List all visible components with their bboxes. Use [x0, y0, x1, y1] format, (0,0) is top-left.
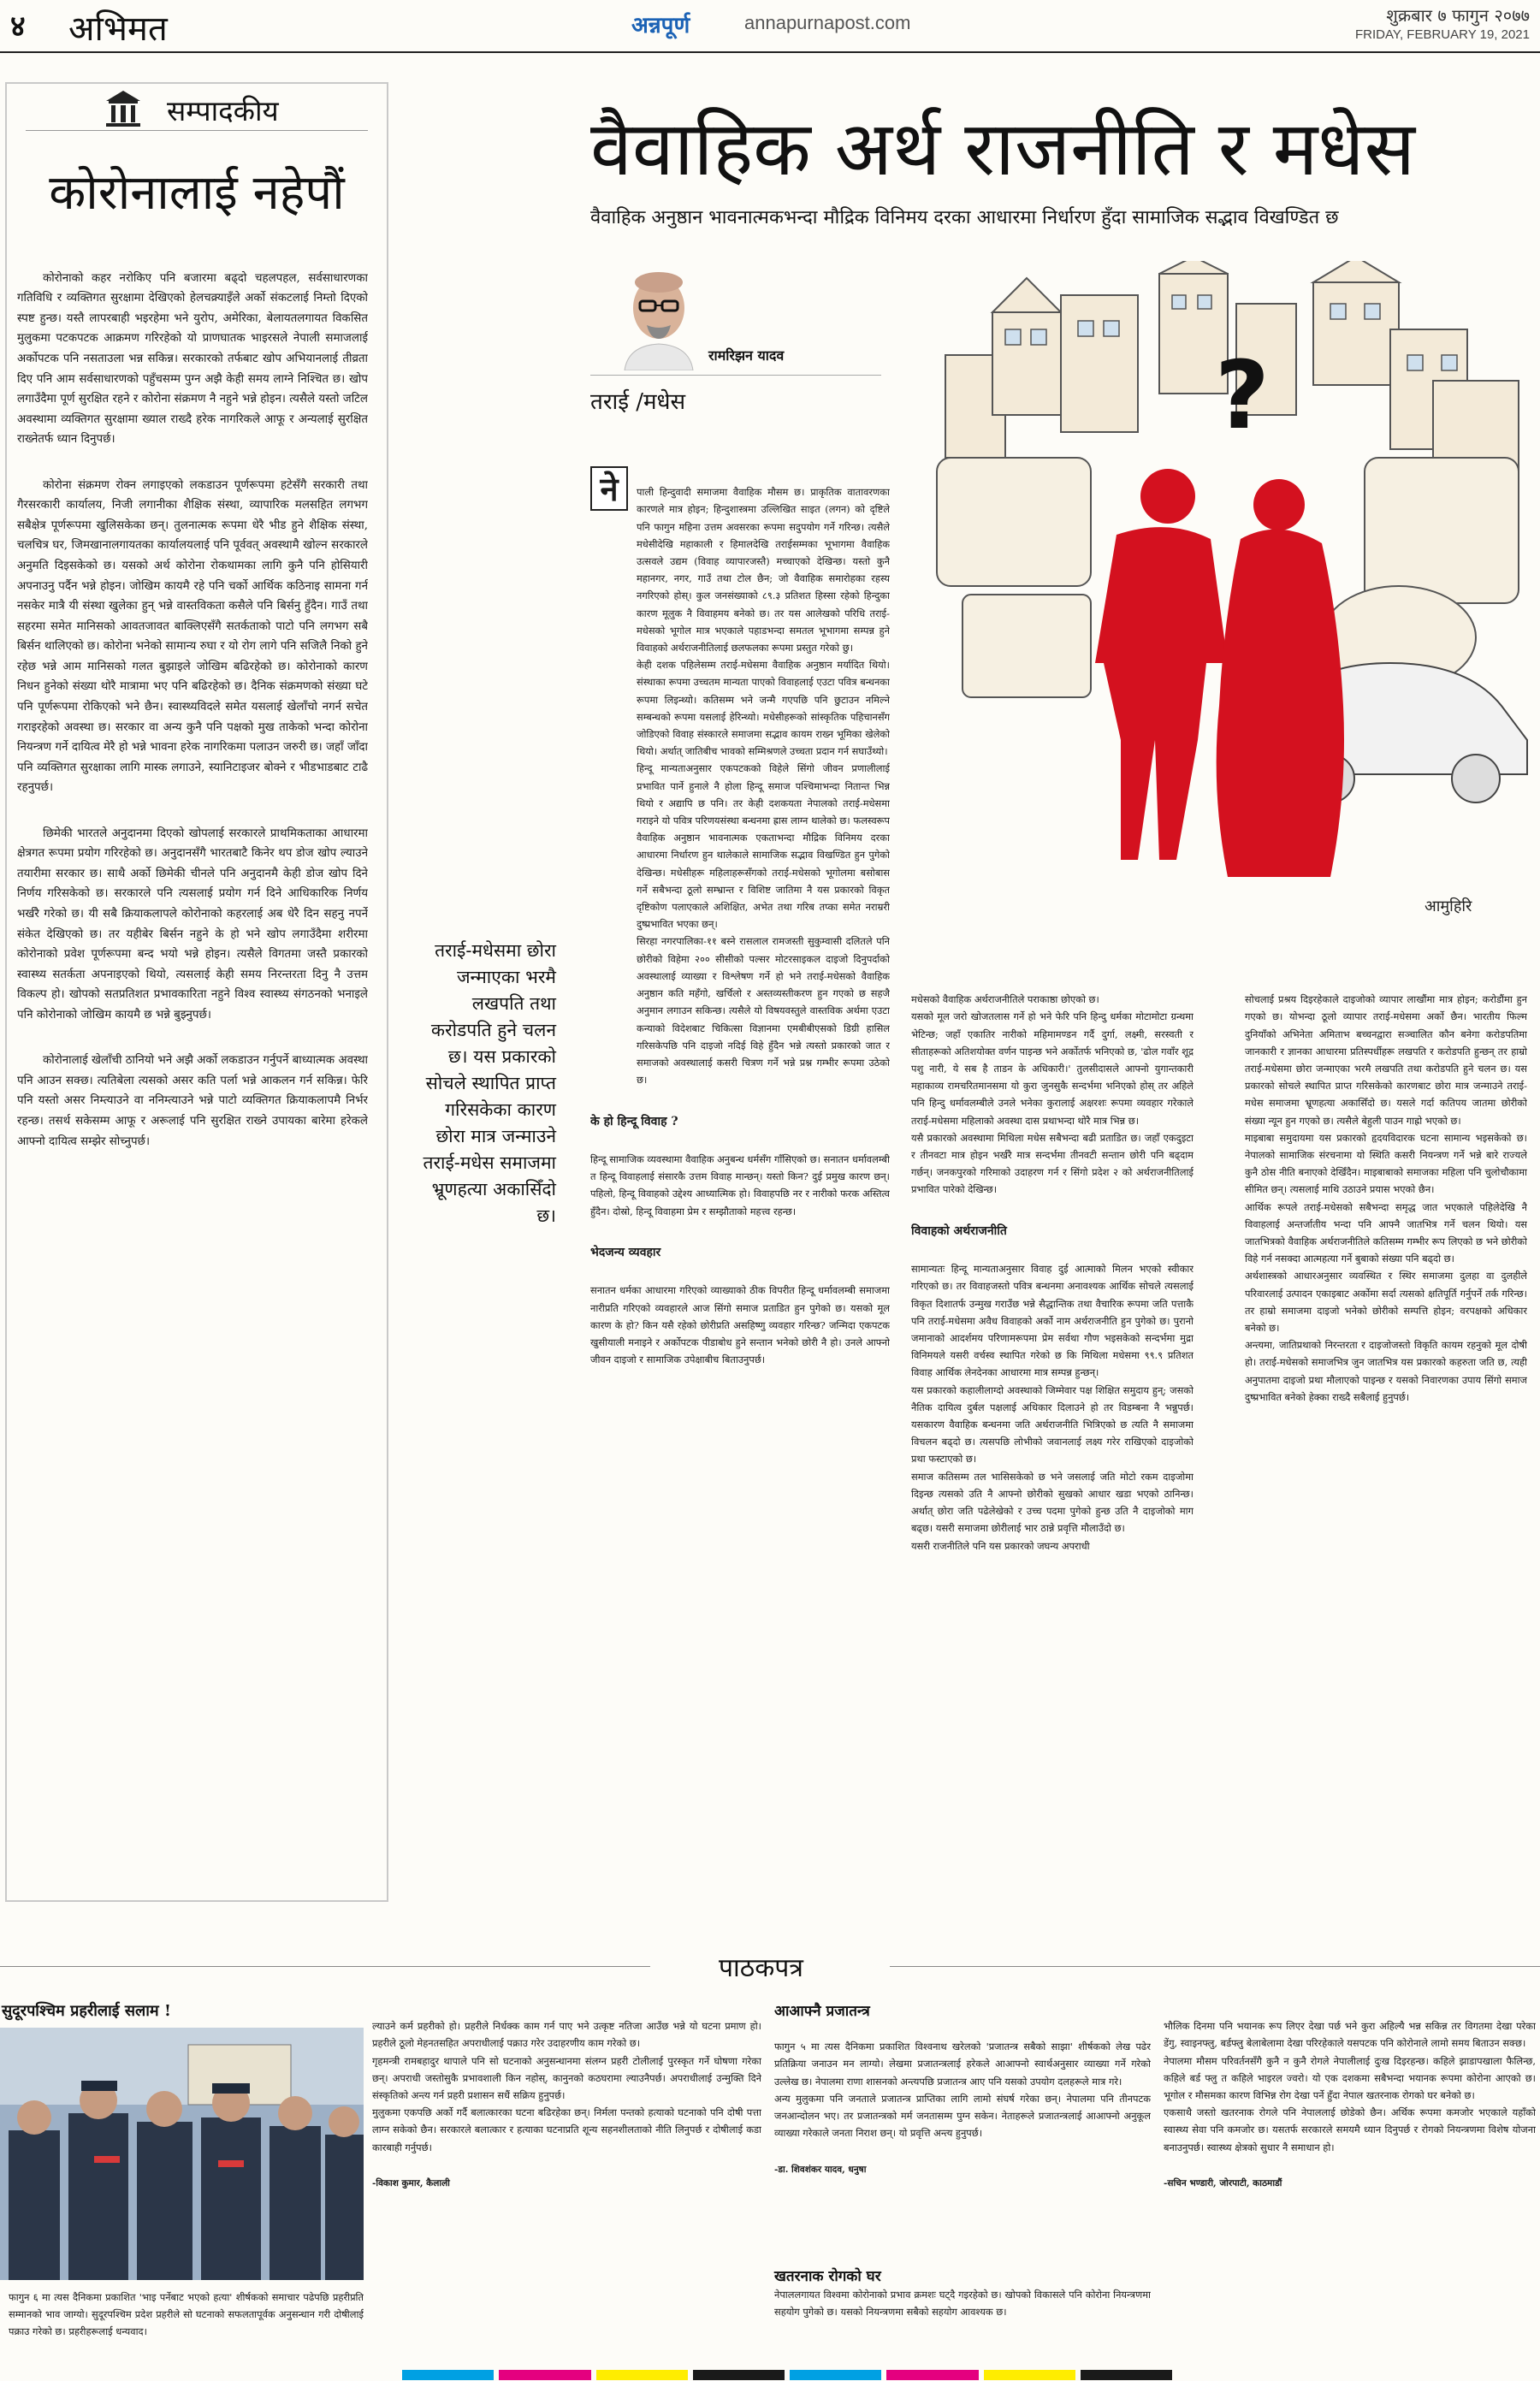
color-mark [499, 2370, 590, 2380]
temple-icon [101, 89, 145, 128]
author-name: रामरिझन यादव [708, 347, 785, 364]
article-subhead: के हो हिन्दू विवाह ? [590, 1114, 678, 1128]
byline-divider [590, 375, 881, 376]
illustration-signature: आमुहिरि [1424, 897, 1472, 915]
readers-divider-right [890, 1966, 1540, 1967]
letter-body: फागुन ६ मा त्यस दैनिकमा प्रकाशित 'भाइ पर्नेबाट भएको हत्या' शीर्षकको समाचार पढेपछि प्रहरीप्रति सम्मानको भाव जाग्यो। सुदूरपश्चिम प्रदेश प्रहरीले सो घटनाको सफलतापूर्वक अनुसन्धान गरी दोषीलाई पक्राउ गरेको छ। प्रहरीहरूलाई धन्यवाद। [9, 2291, 364, 2338]
svg-text:?: ? [1215, 341, 1270, 450]
article-deck: वैवाहिक अनुष्ठान भावनात्मकभन्दा मौद्रिक विनिमय दरका आधारमा निर्धारण हुँदा सामाजिक सद्भाव विखण्डित छ [590, 207, 1339, 228]
article-illustration [911, 261, 1540, 937]
author-photo [616, 264, 702, 370]
letter-body [774, 2021, 1151, 2252]
color-mark [693, 2370, 785, 2380]
letter-title: खतरनाक रोगको घर [774, 2268, 881, 2285]
date-english: FRIDAY, FEBRUARY 19, 2021 [1355, 27, 1530, 42]
article-paragraph: सामान्यतः हिन्दू मान्यताअनुसार विवाह दुई आत्माको मिलन भएको स्वीकार गरिएको छ। तर विवाहजस्तो पवित्र बन्धनमा अनावश्यक आर्थिक सोचले त्यसलाई विकृत दिशातर्फ उन्मुख गराउँछ भन्ने सैद्धान्तिक तथा वैचारिक रूपमा जति पत्ताकै पनि तराई-मधेसमा अवैध विवाहको अर्को नाम अर्थराजनीति हुन पुगेको छ। पुरानो जमानाको आदर्शमय परिणामरूपमा प्रेम सर्वथा गौण भइसकेको सन्दर्भमा मुद्रा विनिमयले यसरी वर्चस्व स्थापित गरेको छ कि मिथिला मधेसमा ९९.९ प्रतिशत विवाह आर्थिक लेनदेनका आधारमा मात्र सम्पन्न हुन्छन्। यस प्रकारको कहालीलाग्दो अवस्थाको जिम्मेवार पक्ष शिक्षित समुदाय हुन्; जसको नैतिक दायित्व दुर्बल पक्षलाई अधिकार दिलाउने हो तर विडम्बना नै भन्नुपर्छ। यसकारण वैवाहिक बन्धनमा जति अर्थराजनीति भित्रिएको छ त्यति नै समाजमा विचलन बढ्दो छ। त्यसपछि लोभीको जवानलाई लक्ष्य गरेर राखिएको दाइजोको प्रथा फस्टाएको छ। समाज कतिसम्म तल भासिसकेको छ भने जसलाई जति मोटो रकम दाइजोमा दिइन्छ त्यसको उति नै आफ्नो छोरीको सुखको आधार खडा भएको ठानिन्छ। अर्थात् छोरा जति पढेलेखेको र उच्च पदमा पुगेको हुन्छ उति नै दाइजोको माग बढ्छ। यसरी समाजमा छोरीलाई भार ठान्ने प्रवृत्ति मौलाउँदो छ। यसरी राजनीतिले पनि यस प्रकारको जघन्य अपराधी [911, 1263, 1194, 1552]
pull-quote: तराई-मधेसमा छोरा जन्माएका भरमै लखपति तथा करोडपति हुने चलन छ। यस प्रकारको सोचले स्थापित प्राप्त गरिसकेका कारण छोरा मात्र जन्माउने तराई-मधेस समाजमा भ्रूणहत्या अकासिँदो छ। [423, 940, 556, 1226]
page-number: ४ [10, 9, 26, 44]
color-mark [886, 2370, 978, 2380]
editorial-divider [26, 130, 368, 131]
article-column-3 [1245, 974, 1527, 1893]
letter-paragraph: ल्याउने कर्म प्रहरीको हो। प्रहरीले निर्धक्क काम गर्न पाए भने उत्कृष्ट नतिजा आउँछ भन्ने यो घटना प्रमाण हो। प्रहरीले ठूलो मेहनतसहित अपराधीलाई पक्राउ गरेर उदाहरणीय काम गरेको छ। गृहमन्त्री रामबहादुर थापाले पनि सो घटनाको अनुसन्धानमा संलग्न प्रहरी टोलीलाई पुरस्कृत गर्ने घोषणा गरेका छन्। अपराधी जस्तोसुकै प्रभावशाली किन नहोस्, कानुनको कठघरामा ल्याउनैपर्छ। अपराधीलाई उन्मुक्ति दिने संस्कृतिको अन्त्य गर्न प्रहरी प्रशासन सधैं सक्रिय हुनुपर्छ। मुलुकमा एकपछि अर्को गर्दै बलात्कारका घटना बढिरहेका छन्। निर्मला पन्तको हत्याको घटनाको पनि दोषी पत्ता लाग्न सकेको छैन। सरकारले बलात्कार र हत्याका घटनाप्रति शून्य सहनशीलताको नीति लिनुपर्छ र दोषीलाई कडा कारबाही गर्नुपर्छ। [372, 2020, 761, 2153]
drop-cap: ने [590, 466, 628, 511]
website-url[interactable]: annapurnapost.com [744, 12, 911, 33]
section-name: अभिमत [68, 9, 168, 49]
print-color-marks [402, 2370, 1172, 2380]
article-title: वैवाहिक अर्थ राजनीति र मधेस [590, 104, 1415, 192]
article-paragraph: सनातन धर्मका आधारमा गरिएको व्याख्याको ठीक विपरीत हिन्दू धर्मावलम्बी समाजमा नारीप्रति गरिएको व्यवहारले आज सिंगो समाज प्रताडित हुन पुगेको छ। यसको मूल कारण के हो? किन यसै रहेको छोरीप्रति असहिष्णु व्यवहार गरिन्छ? जन्मिदा एकपटक खुसीयाली मनाइने र अर्कोपटक पीडाबोध हुने सन्तान भनेको छोरी नै हो। उनले आफ्नो जीवन दाइजो र सामाजिक उपेक्षाबीच बिताउनुपर्छ। [590, 1284, 890, 1366]
letter-signature: -डा. शिवशंकर यादव, धनुषा [774, 2164, 867, 2175]
letter-paragraph: फागुन ५ मा त्यस दैनिकमा प्रकाशित विश्वनाथ खरेलको 'प्रजातन्त्र सबैको साझा' शीर्षकको लेख पढेर प्रतिक्रिया जनाउन मन लाग्यो। लेखमा प्रजातन्त्रलाई हरेकले आआफ्नो स्वार्थअनुसार व्याख्या गर्ने गरेको उल्लेख छ। नेपालमा राणा शासनको अन्त्यपछि प्रजातन्त्र आए पनि यसको उपयोग दलहरूले मात्र गरे। अन्य मुलुकमा पनि जनताले प्रजातन्त्र प्राप्तिका लागि लामो संघर्ष गरेका छन्। नेपालमा पनि तीनपटक जनआन्दोलन भए। तर प्रजातन्त्रको मर्म जनतासम्म पुग्न सकेन। नेताहरूले प्रजातन्त्रलाई आआफ्नो अनुकूल व्याख्या गरेकाले जनता निराश छन्। यो प्रवृत्ति अन्त्य हुनुपर्छ। [774, 2040, 1151, 2140]
readers-divider-left [0, 1966, 650, 1967]
article-lead: पाली हिन्दुवादी समाजमा वैवाहिक मौसम छ। प्राकृतिक वातावरणका कारणले मात्र होइन; हिन्दुशास्त्रमा उल्लिखित साइत (लगन) को दृष्टिले पनि फागुन महिना उत्तम अवसरका रूपमा सदुपयोग गर्ने गरिन्छ। त्यसैले मधेसीदेखि महाकाली र हिमालदेखि तराईसम्मका भूभागमा वैवाहिक उत्सवले उद्यम (विवाह व्यापारजस्तै) मच्चाएको देखिन्छ। यस्तो कुनै महानगर, नगर, गाउँ तथा टोल छैन; जो वैवाहिक समारोहका रहस्य नगरिएको होस्। कुल जनसंख्याको ८९.३ प्रतिशत हिस्सा रहेको हिन्दुका कारण मूलुक नै विवाहमय बनेको छ। तर यस आलेखको परिधि तराई-मधेसको भूगोल मात्र भएकाले पहाडभन्दा समतल भूभागमा सम्पन्न हुने विवाहको अर्थराजनीतिलाई छलफलका रूपमा प्रस्तुत गरेको छु। केही दशक पहिलेसम्म तराई-मधेसमा वैवाहिक अनुष्ठान मर्यादित थियो। संस्थाका रूपमा उच्चतम मान्यता पाएको विवाहलाई एउटा पवित्र बन्धनका रूपमा लिइन्थ्यो। कतिसम्म भने जन्मै गएपछि पनि छुटाउन नमिल्ने सम्बन्धको रूपमा यसलाई हेरिन्थ्यो। मधेसीहरूको सांस्कृतिक पहिचानसँग जोडिएको विवाह संस्कारले समाजमा सद्भाव कायम राख्न भूमिका खेलेको थियो। अर्थात् जातिबीच भावको सम्मिश्रणले उच्चता प्रदान गर्न सघाउँथ्यो। हिन्दू मान्यताअनुसार एकपटकको विहेले सिंगो जीवन प्रणालीलाई प्रभावित पार्ने हुनाले नै होला हिन्दू समाज पश्चिमाभन्दा नितान्त भिन्न थियो र अद्यापि छ पनि। तर केही दशकयता नेपालको तराई-मधेसमा गराइने यो पवित्र परिणयसंस्था बन्धनमा ह्रास लाग्न थालेको छ। फलस्वरूप वैवाहिक अनुष्ठान भावनात्मक एकताभन्दा मौद्रिक विनिमय दरका आधारमा निर्धारण हुन थालेकाले सामाजिक सद्भाव विखण्डित हुन पुगेको देखिन्छ। मधेसीहरू महिलाहरूसँगको तराई-मधेसको भूगोलमा बसोबास गर्ने सबैभन्दा ठूलो सम्भ्रान्त र विशिष्ट जातिमा नै यस प्रकारको विकृत दृष्टिकोण पलाएकाले अशिक्षित, अभेत तथा गरिब तप्का समेत नराम्ररी दुष्प्रभावित भएका छन्। सिरहा नगरपालिका-११ बस्ने रासलाल रामजस्ती सुकुम्वासी दलितले पनि छोरीको विहेमा २०० सीसीको पल्सर मोटरसाइकल दाइजो दिनुपर्दाको अवस्थालाई व्याख्या र विश्लेषण गर्ने हो भने तराई-मधेसको वैवाहिक अनुष्ठान कति महँगो, खर्चिलो र अस्तव्यस्तीकरण हुन गएको छ सहजै अनुमान लगाउन सकिन्छ। त्यसैले यो विषयवस्तुले वास्तविक अर्थमा एउटा कन्याको विदेशबाट चिकित्सा विज्ञानमा एमबीबीएसको डिग्री हासिल गरिसकेपछि पनि दाइजो नदिई विहे हुँदैन भन्ने त्यस्तो प्रकारको जात र समाजको अवस्थालाई कसरी चित्रण गर्ने भन्ने प्रश्न गम्भीर रूपमा उठेको छ। [637, 486, 890, 1087]
article-paragraph: सोचलाई प्रश्रय दिइरहेकाले दाइजोको व्यापार लाखौंमा मात्र होइन; करोडौंमा हुन गएको छ। योभन्दा ठूलो व्यापार तराई-मधेसमा अर्को छैन। भारतीय फिल्म दुनियाँको अभिनेता अमिताभ बच्चनद्वारा सञ्चालित कौन बनेगा करोडपतिमा जानकारी र ज्ञानका आधारमा प्रतिस्पर्धीहरू लखपति र करोडपति हुन्छन् तर हाम्रो तराई-मधेसमा छोरा जन्माएका भरमै लखपति तथा करोडपति हुने चलन छ। यस प्रकारको सोचले स्थापित प्राप्त गरिसकेको कारणबाट छोरा मात्र जन्माउने तराई-मधेस समाजमा भ्रूणहत्या अकासिँदो छ। यसले गर्दा कतिपय जातमा छोरीको संख्या न्यून हुन गएको छ। त्यसैले बेहुली पाउन गाह्रो भएको छ। माइबाबा समुदायमा यस प्रकारको हृदयविदारक घटना सामान्य भइसकेको छ। नेपालको सामाजिक संरचनामा यो स्थिति कसरी नियन्त्रण गर्ने भन्ने बारे राज्यले कुनै ठोस नीति बनाएको देखिँदैन। माइबाबाको समाजका महिला पनि चुलोचौकामा सीमित छन्। त्यसलाई माथि उठाउने प्रयास भएको छैन। आर्थिक रूपले तराई-मधेसको सबैभन्दा समृद्ध जात भएकाले पहिलेदेखि नै विवाहलाई अन्तर्जातीय भन्दा पनि आफ्नै जातभित्र गर्ने चलन थियो। यस जातभित्रको वैवाहिक अर्थराजनीतिले कतिसम्म गम्भीर रूप लिएको छ भने छोरीको विहे गर्न नसक्दा आत्महत्या गर्ने बुबाको संख्या पनि बढ्दो छ। अर्थशास्त्रको आधारअनुसार व्यवस्थित र स्थिर समाजमा दुलहा वा दुलहीले परिवारलाई उत्पादन एकाइबाट अर्कोमा सर्दा त्यसको क्षतिपूर्ति गर्नुपर्ने तर्क गरिन्छ। तर हाम्रो समाजमा दाइजो भनेको छोरीको सम्पत्ति होइन; वरपक्षको अधिकार बनेको छ। अन्त्यमा, जातिप्रथाको निरन्तरता र दाइजोजस्तो विकृति कायम रहनुको मूल दोषी हो। तराई-मधेसको समाजभित्र जुन जातभित्र यस प्रकारको कहरुता जति छ, त्यही अनुपातमा दाइजो प्रथा मौलाएको पाइन्छ र यसको निवारणका उपाय सिंगो समाज दुष्प्रभावित बनेको हेक्का राख्दै सबैलाई हुनुपर्छ। [1245, 993, 1527, 1403]
editorial-paragraph: कोरोनालाई खेलाँची ठानियो भने अझै अर्को लकडाउन गर्नुपर्ने बाध्यात्मक अवस्था पनि आउन सक्छ। त्यतिबेला त्यसको असर कति पर्ला भन्ने आकलन गर्न सकिन्न। फेरि पनि यस्तो असर निम्त्याउने वा ननिम्त्याउने भन्ने पाटो व्यक्तिगत क्रियाकलापमै निर्भर रहन्छ। तसर्थ सकेसम्म आफू र अरूलाई पनि सुरक्षित राख्ने उपायका बारेमा हरेकले आफ्नो दायित्व सम्झेर सोच्नुपर्छ। [17, 1054, 368, 1148]
police-photo [0, 2028, 364, 2280]
article-paragraph: मधेसको वैवाहिक अर्थराजनीतिले पराकाष्ठा छोएको छ। यसको मूल जरो खोजतलास गर्ने हो भने फेरि पनि हिन्दु धर्मका मोटामोटा ग्रन्थमा भेटिन्छ; जहाँ एकातिर नारीको महिमामण्डन गर्दै दुर्गा, लक्ष्मी, सरस्वती र सीताहरूको अतिशयोक्त वर्णन पाइन्छ भने अर्कोतर्फ भनिएको छ, 'ढोल गवाँर शूद्र पशु नारी, ये सब है ताडन के अधिकारी।' तुलसीदासले आफ्नो युगान्तकारी महाकाव्य रामचरितमानसमा यो कुरा जुनसुकै सन्दर्भमा भनिएको होस् तर अहिले पनि हिन्दु धर्मावलम्बीले उनले भनेका कुरालाई अक्षरशः रूपमा व्यवहार गरेकाले तराई-मधेसमा महिलाको अवस्था दास प्रथाभन्दा थोरै मात्र भिन्न छ। यसै प्रकारको अवस्थामा मिथिला मधेस सबैभन्दा बढी प्रताडित छ। जहाँ एकदुइटा र तीनवटा मात्र होइन भर्खरै मात्र सन्दर्भमा तीनवटी सन्तान छोरी पनि बढ्दाम गर्छन्। जनकपुरको गरिमाको उदाहरण गर्न र सिंगो प्रदेश २ को अर्थराजनीतिलाई प्रभावित पारेको देखिन्छ। [911, 993, 1194, 1196]
editorial-label: सम्पादकीय [167, 94, 279, 127]
article-column-2 [911, 974, 1194, 1893]
readers-section-heading: पाठकपत्र [719, 1953, 803, 1983]
color-mark [790, 2370, 881, 2380]
color-mark [984, 2370, 1075, 2380]
letter-signature: -सचिन भण्डारी, जोरपाटी, काठमाडौं [1164, 2178, 1282, 2189]
color-mark [1081, 2370, 1172, 2380]
color-mark [402, 2370, 494, 2380]
article-rubric: तराई /मधेस [590, 389, 686, 415]
letter-title: सुदूरपश्चिम प्रहरीलाई सलाम ! [2, 2002, 171, 2020]
letter-body-continued [372, 2000, 761, 2377]
page-header [0, 0, 1540, 53]
letter-paragraph: भौलिक दिनमा पनि भयानक रूप लिएर देखा पर्छ भने कुरा अहिल्यै भन्न सकिन्न तर विगतमा देखा परेका डेंगु, स्वाइनफ्लु, बर्डफ्लु बेलाबेलामा देखा परिरहेकाले यसपटक पनि कोरोनाले लामो समय बिताउन सक्छ। नेपालमा मौसम परिवर्तनसँगै कुनै न कुनै रोगले नेपालीलाई दुःख दिइरहन्छ। कहिले झाडापखाला फैलिन्छ, कहिले बर्ड फ्लु त कहिले भाइरल ज्वरो। यो एक दशकमा सबैभन्दा भयानक रूपमा कोरोना आएको छ। भूगोल र मौसमका कारण विभिन्न रोग देखा पर्ने हुँदा नेपाल खतरनाक रोगको घर बनेको छ। एकसाथै जस्तो खतरनाक रोगले पनि नेपाललाई छोडेको छैन। अर्थिक रूपमा कमजोर भएकाले यहाँको स्वास्थ्य सेवा पनि कमजोर छ। यसतर्फ सरकारले समयमै ध्यान दिनुपर्छ र रोगको नियन्त्रणमा विशेष योजना बनाउनुपर्छ। स्वास्थ्य क्षेत्रको सुधार नै समाधान हो। [1164, 2020, 1536, 2153]
article-subhead: भेदजन्य व्यवहार [590, 1245, 661, 1259]
letter-signature: -विकाश कुमार, कैलाली [372, 2178, 450, 2189]
color-mark [596, 2370, 688, 2380]
letter-body [1164, 2000, 1536, 2377]
date-nepali: शुक्रबार ७ फागुन २०७७ [1386, 5, 1530, 26]
header-divider [0, 51, 1540, 53]
letter-body: नेपाललगायत विश्वमा कोरोनाको प्रभाव क्रमशः घट्दै गइरहेको छ। खोपको विकासले पनि कोरोना नियन्त्रणमा सहयोग पुगेको छ। यसको नियन्त्रणमा सबैको सहयोग आवश्यक छ। [774, 2289, 1151, 2319]
editorial-body [17, 248, 368, 1874]
editorial-paragraph: कोरोनाको कहर नरोकिए पनि बजारमा बढ्दो चहलपहल, सर्वसाधारणका गतिविधि र व्यक्तिगत सुरक्षामा देखिएको हेलचक्र्याइँले अर्को संकटलाई निम्तो दिएको स्पष्ट हुन्छ। यस्तै लापरबाही भइरहेमा भने युरोप, अमेरिका, बेलायतलगायत विकसित मुलुकमा पटकपटक आक्रमण गरिरहेको यो प्राणघातक भाइरसले नेपाली समाजलाई अर्कोपटक पनि नसताउला भन्न सकिन्न। सरकारको तर्फबाट खोप अभियानलाई तीव्रता दिए पनि आम सर्वसाधारणको पहुँचसम्म पुग्न अझै केही समय लाग्ने निश्चित छ। खोप लगाउँदैमा पूर्ण सुरक्षित रहने र कोरोना संक्रमण नै नहुने भन्ने होइन। त्यसैले यस्तो जटिल अवस्थामा व्यक्तिगत सुरक्षामा ख्याल राख्दै हरेक नागरिकले आफू र अन्यलाई सुरक्षित राख्नेतर्फ ध्यान दिनुपर्छ। [17, 271, 368, 447]
article-paragraph: हिन्दू सामाजिक व्यवस्थामा वैवाहिक अनुबन्ध धर्मसँग गाँसिएको छ। सनातन धर्मावलम्बी त हिन्दू विवाहलाई संसारकै उत्तम विवाह मान्छन्। यस्तो किन? दुई प्रमुख कारण छन्। पहिलो, हिन्दू विवाहको उद्देश्य आध्यात्मिक हो। विवाहपछि नर र नारीको फरक अस्तित्व हुँदैन। दोस्रो, हिन्दू विवाहमा प्रेम र सम्झौताको महत्त्व रहन्छ। [590, 1152, 890, 1217]
editorial-title: कोरोनालाई नहेपौं [49, 165, 345, 221]
article-column-1 [590, 466, 890, 1690]
article-subhead: विवाहको अर्थराजनीति [911, 1223, 1007, 1238]
editorial-paragraph: कोरोना संक्रमण रोक्न लगाइएको लकडाउन पूर्णरूपमा हटेसँगै सरकारी तथा गैरसरकारी कार्यालय, निजी लगानीका शैक्षिक संस्था, व्यापारिक मलसहित लगभग सबैक्षेत्र पूर्णरूपमा खुलिसकेका छन्। तुलनात्मक रूपमा धेरै भीड हुने शैक्षिक संस्था, चलचित्र घर, जिमखानालगायतका कार्यालयलाई पनि पूर्ववत् अवस्थामै खोल्न सरकारले अनुमति दिइसकेको छ। यसको अर्थ कोरोना रोकथामका लागि कुनै पनि होसियारी अपनाउनु पर्दैन भन्ने होइन। जोखिम कायमै रहे पनि चर्को आर्थिक कठिनाइ सामना गर्न नसकेर मात्रै यी संस्था खुलेका हुन् भन्ने वास्तविकता कसैले पनि बिर्सनु हुँदैन। गाउँ तथा सहरमा समेत मानिसको आवतजावत बाक्लिएसँगै सतर्कताको पाटो पनि लगभग सबै बिर्सन थालिएको छ। कोरोना भनेको सामान्य रुघा र यो रोग लागे पनि सजिलै निको हुने रहेछ भन्ने आम मानिसको गलत बुझाइले जोखिम बढिरहेको छ। कोरोनाको कारण निधन हुनेको संख्या थोरै मात्रामा भए पनि बढिरहेको छ। दैनिक संक्रमणको संख्या घटे पनि पूर्णरूपमा रोकिएको भने छैन। स्वास्थ्यविदले समेत यसलाई खेलाँचो नगर्न सचेत गराइरहेको अवस्था छ। सरकार वा अन्य कुनै पनि पक्षको मुख ताकेको भन्दा कोरोना नियन्त्रण गर्ने दायित्व मेरै हो भन्ने भावना हरेक नागरिकमा पलाउन जरुरी छ। जहाँ जाँदा पनि व्यक्तिगत सुरक्षाका लागि मास्क लगाउने, स्यानिटाइजर बोक्ने र भीडभाडबाट टाढै रहनुपर्छ। [17, 478, 368, 795]
editorial-paragraph: छिमेकी भारतले अनुदानमा दिएको खोपलाई सरकारले प्राथमिकताका आधारमा क्षेत्रगत रूपमा प्रयोग गरिरहेको छ। अनुदानसँगै भारतबाटै किनेर थप डोज खोप ल्याउने तयारीमा सरकार छ। साथै अर्को छिमेकी चीनले पनि अनुदानमै केही डोज खोप दिने निर्णय गरिसकेको छ। सरकारले पनि त्यसलाई प्रयोग गर्न दिने आधिकारिक निर्णय भर्खरै गरेको छ। यी सबै क्रियाकलापले कोरोनाको कहरलाई अब धेरै दिन सहनु नपर्ने संकेत देखिएको छ। तर यहीबेर बिर्सन नहुने के हो भने खोप लगाउँदैमा शरीरमा कोरोनाको प्रवेश पूर्णरूपमा बन्द भयो भन्ने होइन। त्यसैले विगतमा जस्तै प्रकारको स्वास्थ्य सतर्कता अपनाइएको थियो, त्यसलाई केही समय निरन्तरता दिनु नै उत्तम विकल्प हो। खोपको सतप्रतिशत प्रभावकारिता नहुने विश्व स्वास्थ्य संगठनको भनाइले पनि कोरोनाको जोखिम कायमै छ भन्ने बुझ्नुपर्छ। [17, 826, 368, 1022]
letter-title: आआफ्नै प्रजातन्त्र [774, 2003, 870, 2020]
newspaper-brand: अन्नपूर्ण [631, 13, 690, 38]
